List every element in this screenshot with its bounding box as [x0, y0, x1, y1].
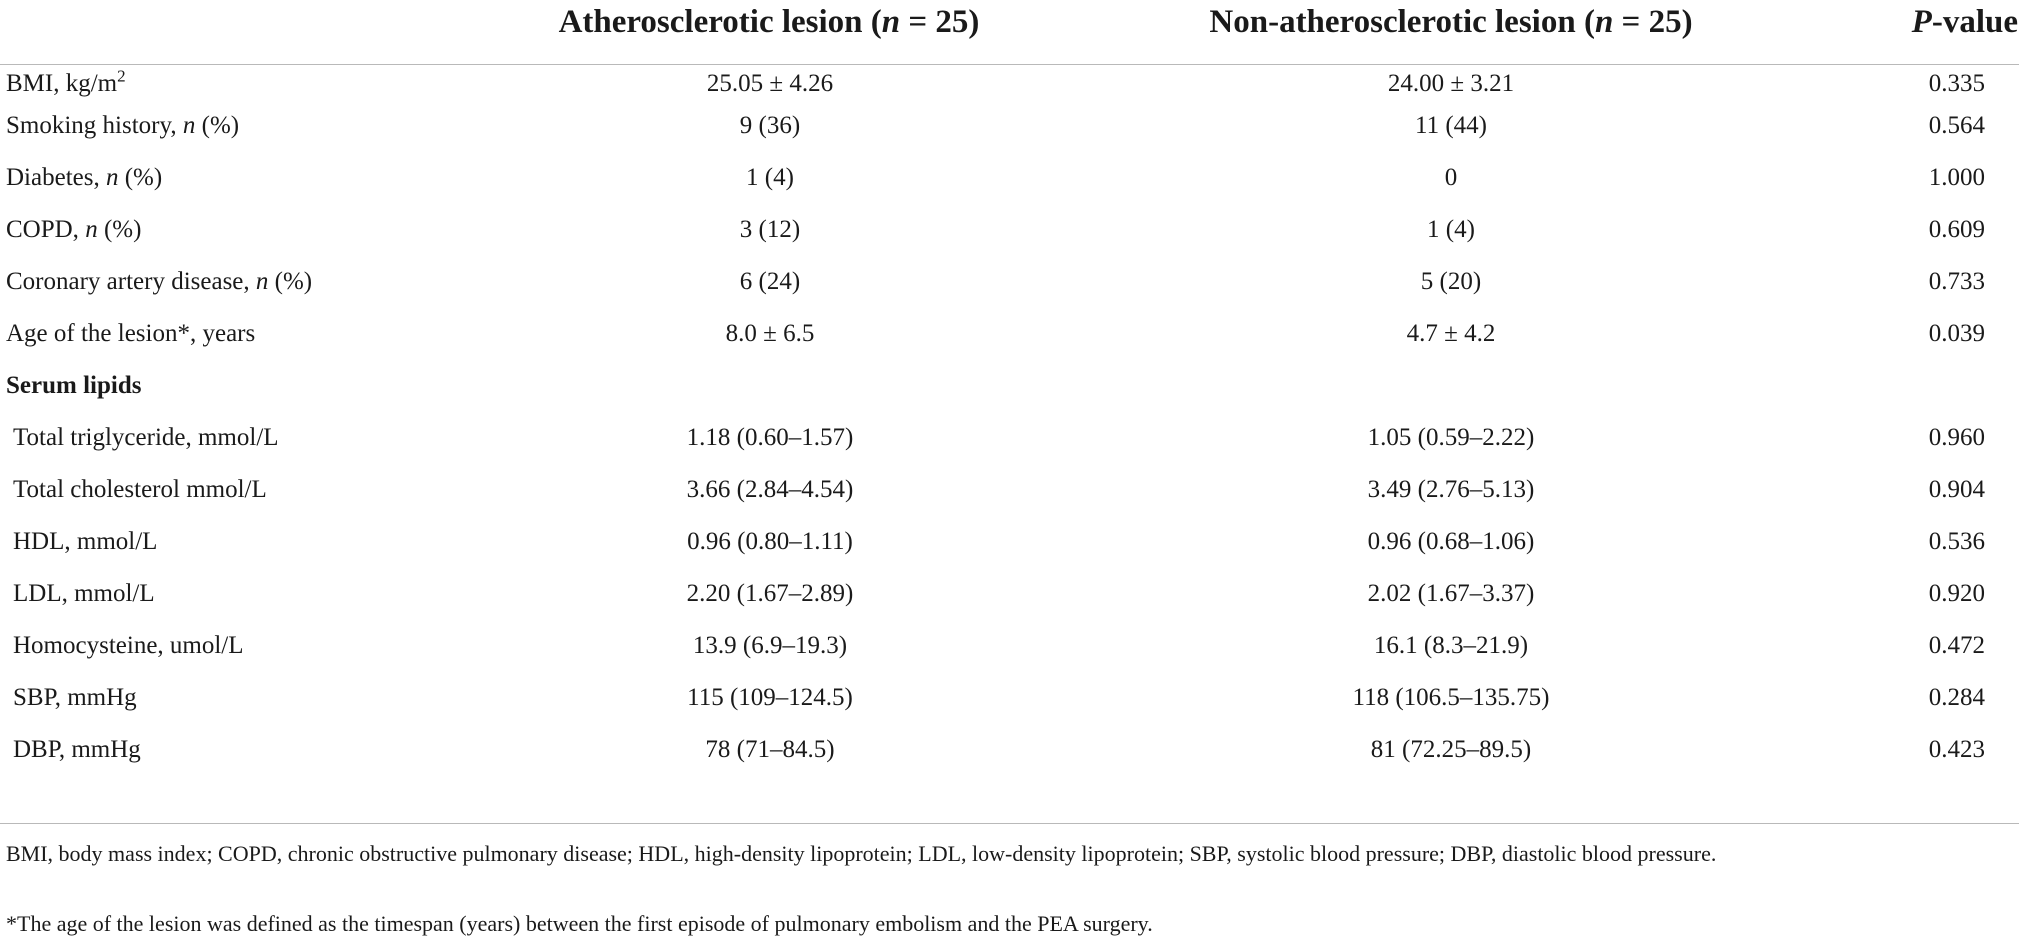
table-row [0, 464, 2019, 516]
row-label-superscript: 2 [117, 66, 126, 86]
age-footnote: *The age of the lesion was defined as the timespan (years) between the first episode of pulmonary embolism and the PEA surgery. [6, 911, 1153, 936]
cell-non-atherosclerotic: 0.96 (0.68–1.06) [1367, 528, 1535, 555]
row-label-text: (%) [97, 216, 142, 243]
row-label: Age of the lesion*, years [6, 320, 256, 347]
cell-atherosclerotic: 0.96 (0.80–1.11) [687, 528, 853, 555]
cell-non-atherosclerotic: 5 (20) [1420, 268, 1482, 295]
cell-p-value: 1.000 [1928, 164, 1985, 191]
table-row [0, 100, 2019, 152]
table-row [0, 204, 2019, 256]
cell-p-value: 0.472 [1928, 632, 1985, 659]
cell-atherosclerotic: 1 (4) [746, 164, 794, 191]
table-row [0, 620, 2019, 672]
cell-p-value: 0.609 [1928, 216, 1985, 243]
cell-p-value: 0.904 [1928, 476, 1985, 503]
cell-non-atherosclerotic: 0 [1444, 164, 1458, 191]
row-label-italic: n [182, 112, 196, 139]
row-label [6, 152, 162, 204]
header-n: n [1594, 4, 1614, 40]
cell-atherosclerotic: 25.05 ± 4.26 [706, 70, 834, 97]
row-label: Total triglyceride, mmol/L [13, 424, 279, 451]
row-label [6, 204, 141, 256]
cell-p-value: 0.335 [1928, 70, 1985, 97]
cell-non-atherosclerotic: 2.02 (1.67–3.37) [1367, 580, 1535, 607]
cell-p-value: 0.039 [1928, 320, 1985, 347]
cell-non-atherosclerotic: 16.1 (8.3–21.9) [1373, 632, 1529, 659]
table-row [0, 568, 2019, 620]
cell-p-value: 0.920 [1928, 580, 1985, 607]
header-text: Atherosclerotic lesion ( [558, 4, 882, 40]
cell-non-atherosclerotic: 3.49 (2.76–5.13) [1367, 476, 1535, 503]
cell-atherosclerotic: 6 (24) [739, 268, 801, 295]
column-header-atherosclerotic [533, 0, 1005, 64]
row-label-text: (%) [195, 112, 240, 139]
abbreviations-footnote: BMI, body mass index; COPD, chronic obstructive pulmonary disease; HDL, high-density lipoprotein; LDL, low-density lipoprotein; SBP, systolic blood pressure; DBP, diastolic blood pressure. [6, 841, 1717, 866]
row-label-text: (%) [118, 164, 163, 191]
cell-atherosclerotic: 2.20 (1.67–2.89) [686, 580, 854, 607]
cell-atherosclerotic: 3.66 (2.84–4.54) [686, 476, 854, 503]
section-row [0, 360, 2019, 412]
footer-divider [0, 823, 2019, 824]
cell-atherosclerotic: 115 (109–124.5) [687, 684, 853, 711]
table-row [0, 724, 2019, 776]
header-text: = 25) [1613, 4, 1693, 40]
cell-non-atherosclerotic: 81 (72.25–89.5) [1370, 736, 1532, 763]
cell-p-value: 0.536 [1928, 528, 1985, 555]
cell-atherosclerotic: 3 (12) [739, 216, 801, 243]
row-label: SBP, mmHg [13, 684, 137, 711]
row-label: DBP, mmHg [13, 736, 141, 763]
cell-p-value: 0.423 [1928, 736, 1985, 763]
cell-p-value: 0.284 [1928, 684, 1985, 711]
header-text: = 25) [900, 4, 980, 40]
table-header [0, 0, 2019, 65]
header-p: P [1911, 4, 1932, 40]
section-title: Serum lipids [6, 372, 142, 399]
header-text: -value [1931, 4, 2018, 40]
row-label [6, 256, 312, 308]
row-label [6, 100, 239, 152]
table-row [0, 672, 2019, 724]
cell-p-value: 0.733 [1928, 268, 1985, 295]
cell-atherosclerotic: 9 (36) [739, 112, 801, 139]
cell-atherosclerotic: 78 (71–84.5) [705, 736, 835, 763]
row-label-text: COPD, [6, 216, 86, 243]
cell-p-value: 0.960 [1928, 424, 1985, 451]
row-label-text: (%) [268, 268, 313, 295]
row-label-text: Smoking history, [6, 112, 183, 139]
table-row [0, 152, 2019, 204]
column-header-non-atherosclerotic [1176, 0, 1726, 64]
row-label-text: BMI, kg/m [6, 70, 118, 97]
table-row [0, 308, 2019, 360]
row-label-italic: n [255, 268, 269, 295]
row-label-italic: n [105, 164, 119, 191]
row-label: HDL, mmol/L [13, 528, 158, 555]
header-text: Non-atherosclerotic lesion ( [1209, 4, 1595, 40]
cell-non-atherosclerotic: 118 (106.5–135.75) [1352, 684, 1550, 711]
cell-non-atherosclerotic: 11 (44) [1415, 112, 1487, 139]
cell-atherosclerotic: 13.9 (6.9–19.3) [692, 632, 848, 659]
cell-atherosclerotic: 8.0 ± 6.5 [725, 320, 815, 347]
cell-non-atherosclerotic: 4.7 ± 4.2 [1406, 320, 1496, 347]
cell-atherosclerotic: 1.18 (0.60–1.57) [686, 424, 854, 451]
row-label-text: Coronary artery disease, [6, 268, 256, 295]
row-label: Total cholesterol mmol/L [13, 476, 267, 503]
table-row [0, 516, 2019, 568]
cell-non-atherosclerotic: 1.05 (0.59–2.22) [1367, 424, 1535, 451]
cell-p-value: 0.564 [1928, 112, 1985, 139]
row-label: Homocysteine, umol/L [13, 632, 244, 659]
cell-non-atherosclerotic: 1 (4) [1427, 216, 1475, 243]
row-label-text: Diabetes, [6, 164, 106, 191]
header-n: n [881, 4, 901, 40]
cell-non-atherosclerotic: 24.00 ± 3.21 [1387, 70, 1515, 97]
row-label-italic: n [85, 216, 98, 243]
column-header-p-value [1880, 0, 2019, 64]
table-row [0, 412, 2019, 464]
table-row [0, 256, 2019, 308]
row-label: LDL, mmol/L [13, 580, 155, 607]
